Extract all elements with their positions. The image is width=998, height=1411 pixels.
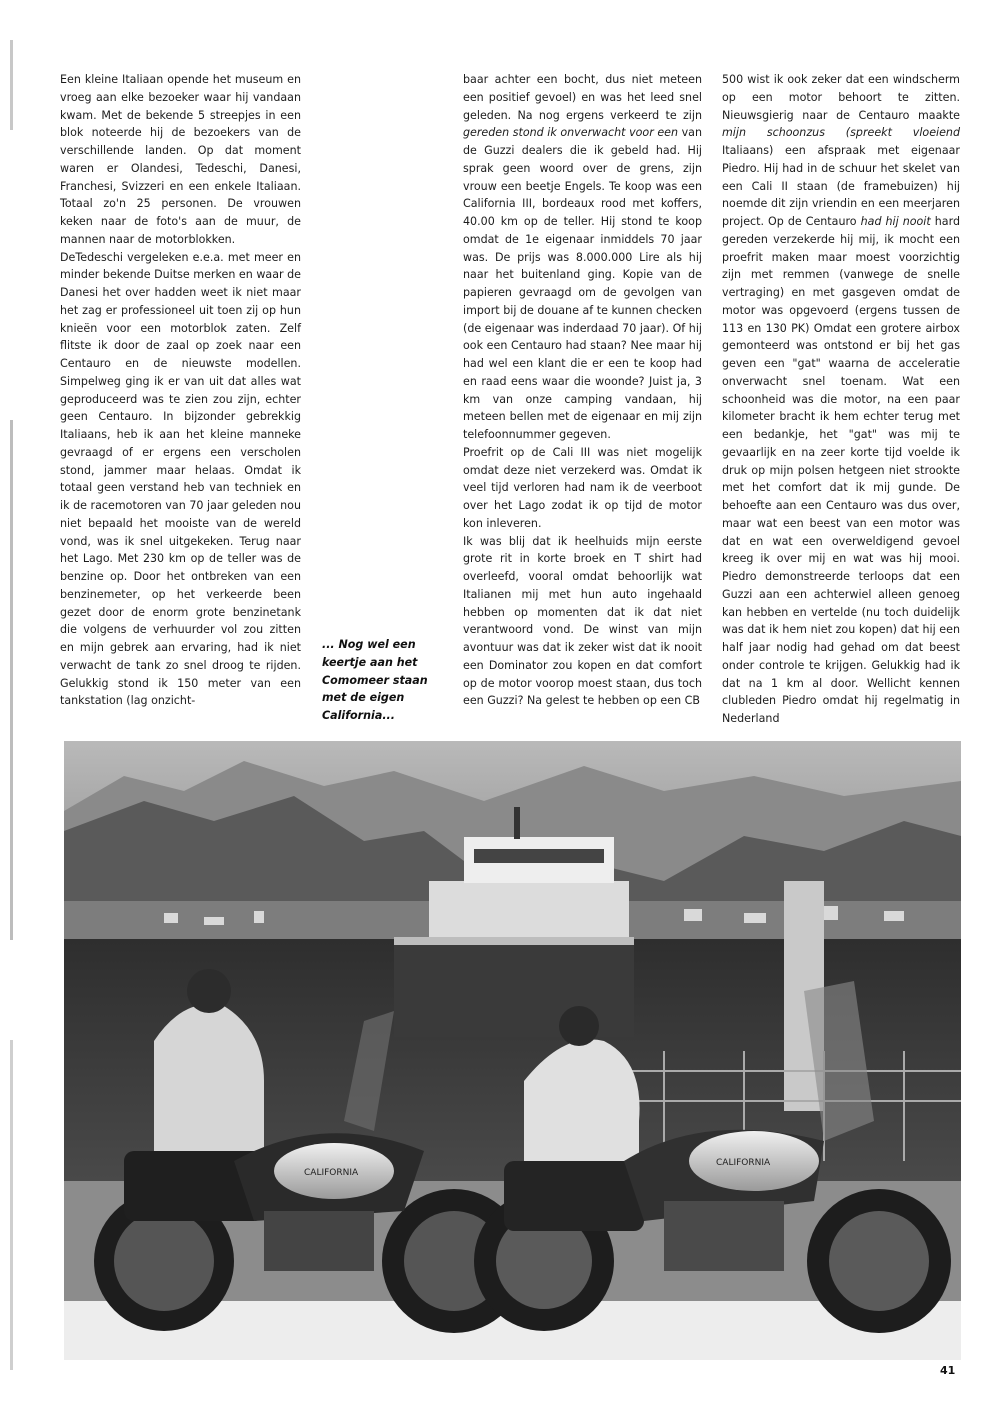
article-text-italic: had hij nooit xyxy=(860,215,931,228)
photo-caption: ... Nog wel een keertje aan het Comomeer staan met de eigen California... xyxy=(322,638,428,722)
article-text-italic: mijn schoonzus (spreekt vloeiend xyxy=(722,126,960,140)
article-text: Italiaans) een afspraak met eigenaar Piedro. Hij had in de schuur het skelet van een Cali II staan (de framebuizen) hij noemde dit zijn vriendin en een meerjaren project. Op de Centauro xyxy=(722,144,960,228)
left-edge-mark xyxy=(10,420,13,940)
building xyxy=(824,906,838,920)
article-paragraph: Een kleine Italiaan opende het museum en vroeg aan elke bezoeker waar hij vandaan kwam. Met de bekende 5 streepjes in een blok noteerde hij de bezoekers van de verschillende landen. Op dat moment waren er Olandesi, Tedeschi, Danesi, Franchesi, Svizzeri en een enkele Italiaan. Totaal zo'n 25 personen. De vrouwen keken naar de foto's aan de muur, de mannen naar de motorblokken. xyxy=(60,73,301,246)
article-paragraph: DeTedeschi vergeleken e.e.a. met meer en minder bekende Duitse merken en waar de Danesi het over hadden weet ik niet maar het zag er professioneel uit toen zij op hun knieën voor een motorblok zaten. Zelf flitste ik door de zaal op zoek naar een Centauro en de nieuwste modellen. Simpelweg ging ik er van uit dat alles wat geproduceerd was te zien zou zijn, echter geen Centauro. In bijzonder gebrekkig Italiaans, heb ik aan het kleine manneke gevraagd of er ergens een verscholen stond, jammer maar helaas. Omdat ik totaal geen verstand heb van techniek en ik de racemotoren van 70 jaar geleden nou niet bepaald het mooiste van de wereld vond, was ik snel uitgekeken. Terug naar het Lago. Met 230 km op de teller was de benzine op. Door het ontbreken van een benzinemeter, op het verkeerde been gezet door de enorm grote benzinetank die volgens de verhuurder vol zou zitten en mijn gebrek aan ervaring, had ik niet verwacht de tank zo snel droog te rijden. Gelukkig stond ik 150 meter van een tankstation (lag onzicht- xyxy=(60,250,301,708)
building xyxy=(254,911,264,923)
article-paragraph: Proefrit op de Cali III was niet mogelijk omdat deze niet verzekerd was. Omdat ik veel tijd verloren had nam ik de veerboot over het Lago zodat ik op tijd de motor kon inleveren. xyxy=(463,445,702,530)
building xyxy=(204,917,224,925)
lake-como-photo xyxy=(64,741,961,1360)
article-paragraph: Ik was blij dat ik heelhuids mijn eerste grote rit in korte broek en T shirt had overleefd, vooral omdat behoorlijk wat Italianen mij met hun auto ingehaald hebben op momenten dat ik dat niet verantwoord vond. De winst van mijn avontuur was dat ik zeker wist dat ik nooit een Dominator zou kopen en dat comfort op de motor voorop moest staan, dus toch een Guzzi? Na gelest te hebben op een CB xyxy=(463,534,702,708)
article-text: 500 wist ik ook zeker dat een windscherm op een motor behoort te zitten. Nieuwsgierig naar de Centauro maakte xyxy=(722,73,960,122)
building xyxy=(164,913,178,923)
article-text: baar achter een bocht, dus niet meteen een positief gevoel) en was het leed snel geleden. Na nog ergens verkeerd te zijn xyxy=(463,73,702,122)
bike-right-tag: CALIFORNIA xyxy=(716,1158,771,1168)
page-number: 41 xyxy=(940,1364,956,1377)
article-column-2 xyxy=(463,71,702,710)
bike-left-tag: CALIFORNIA xyxy=(304,1168,359,1178)
building xyxy=(684,909,702,921)
article-text: van de Guzzi dealers die ik gebeld had. Hij sprak geen woord over de grens, zijn vrouw een beetje Engels. Te koop was een California III, bordeaux rood met koffers, 40.00 km op de teller. Hij stond te koop omdat de 1e eigenaar inmiddels 70 jaar was. De prijs was 8.000.000 Lire als hij naar het buitenland ging. Kopie van de papieren gevraagd om de gevolgen van import bij de douane af te kunnen checken (de eigenaar was inderdaad 70 jaar). Of hij ook een Centauro had staan? Nee maar hij had wel een klant die er een te koop had en raad eens waar die woonde? Juist ja, 3 km van onze camping vandaan, hij meteen bellen met de eigenaar en mij zijn telefoonnummer gegeven. xyxy=(463,126,702,441)
building xyxy=(884,911,904,921)
left-edge-mark xyxy=(10,1040,13,1370)
article-column-3 xyxy=(722,71,960,728)
building xyxy=(744,913,766,923)
article-paragraph xyxy=(722,71,960,728)
article-text: hard gereden verzekerde hij mij, ik mocht een proefrit maken maar moest voorzichtig zijn met remmen (vanwege de snelle vertraging) en met gasgeven omdat de motor was opgevoerd (ergens tussen de 113 en 130 PK) Omdat een grotere airbox gemonteerd was ontstond er bij het gas geven een "gat" waarna de acceleratie onverwacht snel toenam. Wat een schoonheid was die motor, na een paar kilometer bracht ik hem echter terug met een bedankje, het "gat" was mij te gevaarlijk en na zeer korte tijd voelde ik druk op mijn polsen hetgeen niet strookte met het comfort dat ik mij gunde. De behoefte aan een Centauro was dus over, maar wat een beest van een motor was dat en wat een overweldigend gevoel kreeg ik over mij en wat was hij mooi. Piedro demonstreerde terloops dat een Guzzi aan een achterwiel alleen genoeg kan hebben en vertelde (nu toch duidelijk was dat ik hem niet zou kopen) dat hij een half jaar nodig had gehad om dat beest onder controle te krijgen. Gelukkig had ik dat na 1 km al door. Wellicht kennen clubleden Piedro omdat hij regelmatig in Nederland xyxy=(722,215,960,725)
article-paragraph xyxy=(463,71,702,444)
article-column-1 xyxy=(60,71,301,710)
left-edge-mark xyxy=(10,40,13,130)
article-text-italic: gereden stond ik onverwacht voor een xyxy=(463,126,679,140)
